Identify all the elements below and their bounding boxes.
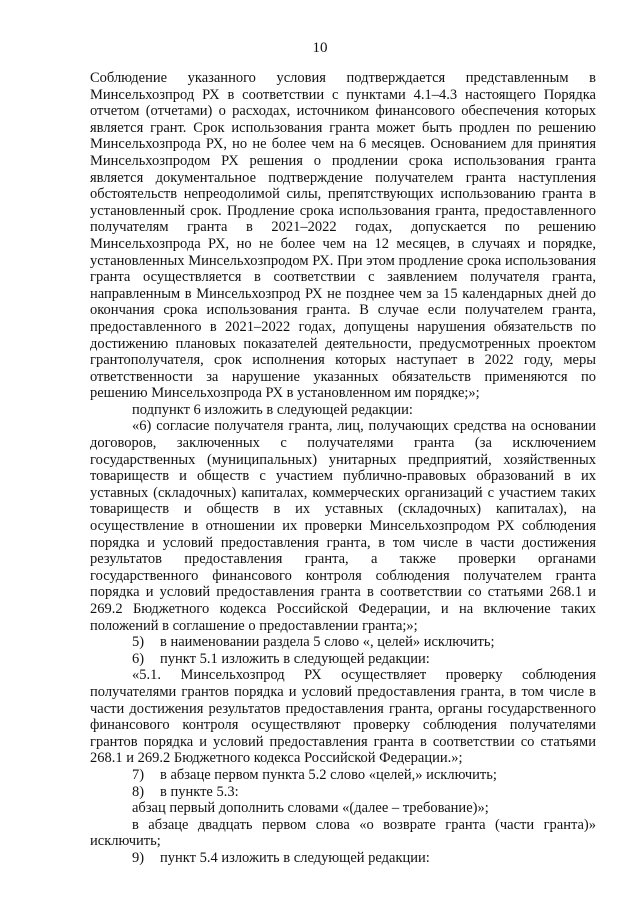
list-item-7 (90, 767, 596, 784)
item-text: в абзаце первом пункта 5.2 слово «целей,» исключить; (160, 766, 497, 783)
item-number: 5) (132, 634, 145, 651)
page-number: 10 (312, 40, 328, 56)
paragraph-grant-term: Соблюдение указанного условия подтверждается представленным в Минсельхозпрод РХ в соответствии с пунктами 4.1–4.3 настоящего Порядка отчетом (отчетами) о расходах, источником финансового обеспечения которых является грант. Срок использования гранта может быть продлен по решению Минсельхозпрода РХ, но не более чем на 6 месяцев. Основанием для принятия Минсельхозпродом РХ решения о продлении срока использования гранта является документальное подтверждение получателем гранта наступления обстоятельств непреодолимой силы, препятствующих использованию гранта в установленный срок. Продление срока использования гранта, предоставленного получателям гранта в 2021–2022 годах, допускается по решению Минсельхозпрода РХ, но не более чем на 12 месяцев, в случаях и порядке, установленных Минсельхозпродом РХ. При этом продление срока использования гранта осуществляется в соответствии с заявлением получателя гранта, направленным в Минсельхозпрод РХ не позднее чем за 15 календарных дней до окончания срока использования гранта. В случае если получателем гранта, предоставленного в 2021–2022 годах, допущены нарушения обязательств по достижению плановых показателей деятельности, предусмотренных проектом грантополучателя, срок исполнения которых наступает в 2022 году, меры ответственности за нарушение указанных обязательств применяются по решению Минсельхозпрода РХ в установленном им порядке;»; (90, 70, 596, 402)
document-body (90, 70, 596, 867)
list-item-5 (90, 634, 596, 651)
paragraph-subpoint-6-intro: подпункт 6 изложить в следующей редакции: (132, 401, 413, 418)
paragraph-first-addition: абзац первый дополнить словами «(далее – требование)»; (132, 800, 489, 817)
item-text: в наименовании раздела 5 слово «, целей» исключить; (160, 634, 495, 651)
list-item-8 (90, 784, 596, 801)
item-text: пункт 5.1 изложить в следующей редакции: (160, 650, 430, 667)
list-item-6 (90, 651, 596, 668)
item-number: 8) (132, 783, 145, 800)
list-item-9 (90, 850, 596, 867)
item-text: в пункте 5.3: (160, 783, 239, 800)
item-number: 9) (132, 849, 145, 866)
item-number: 6) (132, 650, 145, 667)
item-number: 7) (132, 766, 145, 783)
item-text: пункт 5.4 изложить в следующей редакции: (160, 849, 430, 866)
paragraph-twenty-first-exclusion: в абзаце двадцать первом слова «о возврате гранта (части гранта)» исключить; (90, 816, 596, 850)
paragraph-subpoint-6-text: «6) согласие получателя гранта, лиц, получающих средства на основании договоров, заключенных с получателями гранта (за исключением государственных (муниципальных) унитарных предприятий, хозяйственных товариществ и обществ с участием публично-правовых образований в их уставных (складочных) капиталах, коммерческих организаций с участием таких товариществ и обществ в их уставных (складочных) капиталах), на осуществление в отношении их проверки Минсельхозпродом РХ соблюдения порядка и условий предоставления гранта, в том числе в части достижения результатов предоставления гранта, а также проверки органами государственного финансового контроля соблюдения получателем гранта порядка и условий предоставления гранта в соответствии со статьями 268.1 и 269.2 Бюджетного кодекса Российской Федерации, и на включение таких положений в соглашение о предоставлении гранта;»; (90, 418, 596, 634)
paragraph-point-5-1: «5.1. Минсельхозпрод РХ осуществляет проверку соблюдения получателями грантов порядка и условий предоставления гранта, в том числе в части достижения результатов предоставления гранта, органы государственного финансового контроля осуществляют проверку соблюдения получателями грантов порядка и условий предоставления гранта в соответствии со статьями 268.1 и 269.2 Бюджетного кодекса Российской Федерации.»; (90, 667, 596, 767)
